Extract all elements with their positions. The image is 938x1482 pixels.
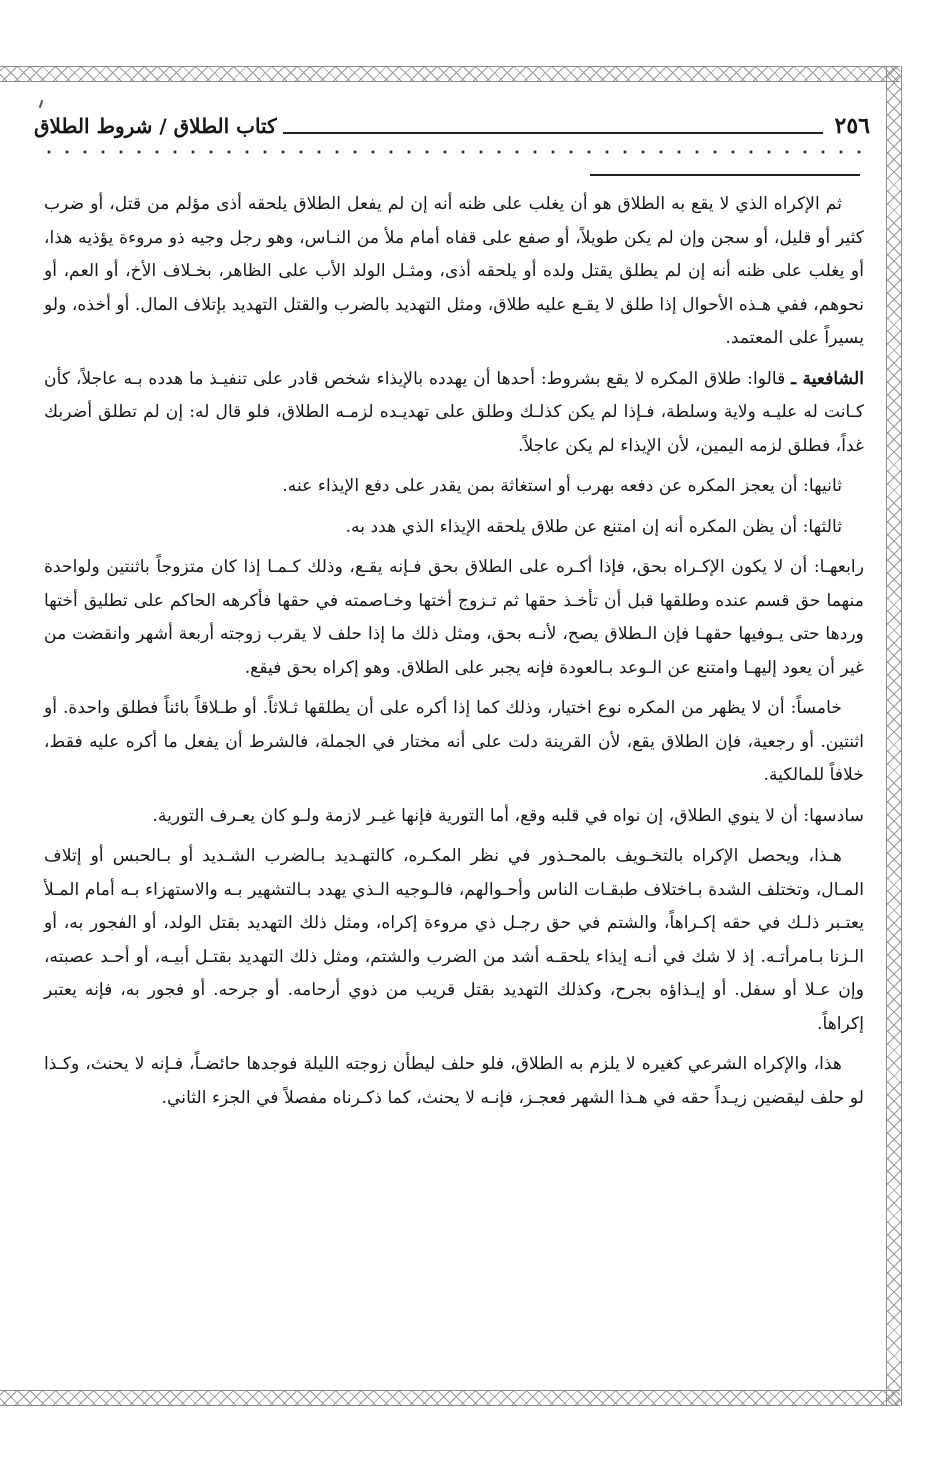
dotted-divider [40,146,864,158]
school-heading: الشافعية ـ [791,368,865,389]
ornamental-border-bottom [0,1390,900,1406]
paragraph [44,188,864,356]
paragraph-text: ثم الإكراه الذي لا يقع به الطلاق هو أن يغلب على ظنه أنه إن لم يفعل الطلاق يلحقه أذى مؤلم من قتل، أو ضرب كثير أو قليل، أو سجن وإن لم يكن طويلاً، أو صفع على قفاه أمام ملأ من النـاس، وهو رجل وجيه ذو مروءة يؤذيه هذا، أو يغلب على ظنه أنه إن لم يطلق يقتل ولده أو يلحقه أذى، ومثـل الولد الأب على الظاهر، بخـلاف الأخ، أو العم، أو نحوهم، ففي هـذه الأحوال إذا طلق لا يقـع عليه طلاق، ومثل التهديد بالضرب والقتل التهديد بإتلاف المال. أو أخذه، ولو يسيراً على المعتمد. [44,194,864,348]
paragraph-text: ثالثها: أن يظن المكره أنه إن امتنع عن طلاق يلحقه الإيذاء الذي هدد به. [345,516,842,537]
page-number: ٢٥٦ [834,113,870,139]
paragraph-text: قالوا: طلاق المكره لا يقع بشروط: أحدها أن يهدده بالإيذاء شخص قادر على تنفيـذ ما هدده بـه عاجلاً، كأن كـانت له عليـه ولاية وسلطة، فـإذا لم يكن كذلـك وطلق على تهديـده لزمـه الطلاق، فلو قال له: إن لم تطلق أضربك غداً، فطلق لزمه اليمين، لأن الإيذاء لم يكن عاجلاً. [44,368,864,456]
paragraph-text: ثانيها: أن يعجز المكره عن دفعه بهرب أو استغاثة بمن يقدر على دفع الإيذاء عنه. [282,476,842,496]
section-rule [590,174,860,176]
running-title: كتاب الطلاق / شروط الطلاق [34,114,277,138]
paragraph-text: هذا، والإكراه الشرعي كغيره لا يلزم به الطلاق، فلو حلف ليطأن زوجته الليلة فوجدها حائضـاً، فـإنه لا يحنث، وكـذا لو حلف ليقضين زيـداً حقه في هـذا الشهر فعجـز، فإنـه لا يحنث، كما ذكـرناه مفصلاً في الجزء الثاني. [44,1054,864,1108]
paragraph [44,840,864,1041]
body-text [44,188,864,1122]
paragraph-text: رابعهـا: أن لا يكون الإكـراه بحق، فإذا أكـره على الطلاق بحق فـإنه يقـع، وذلك كـمـا إذا كان متزوجاً باثنتين ولواحدة منهما حق قسم عنده وطلقها قبل أن تأخـذ حقها ثم تـزوج أختها وخـاصمته في حقها فأكرهه الحاكم على تطليق أختها وردها حتى يـوفيها حقهـا فإن الـطلاق يصح، لأنـه بحق، ومثل ذلك ما إذا حلف لا يقرب زوجته أربعة أشهر وانقضت من غير أن يعود إليهـا وامتنع عن الـوعد بـالعودة فإنه يجبر على الطلاق. وهو إكراه بحق فيقع. [44,557,864,678]
page-header [34,108,870,144]
margin-mark [39,100,44,108]
ornamental-border-top [0,66,900,82]
paragraph [44,470,864,504]
ornamental-border-right [886,66,902,1406]
paragraph [44,363,864,464]
paragraph [44,800,864,834]
paragraph [44,511,864,545]
paragraph [44,551,864,685]
paragraph [44,692,864,793]
paragraph-text: سادسها: أن لا ينوي الطلاق، إن نواه في قلبه وقع، أما التورية فإنها غيـر لازمة ولـو كان يعـرف التورية. [152,805,864,826]
header-rule [283,118,823,134]
paragraph-text: خامساً: أن لا يظهر من المكره نوع اختيار، وذلك كما إذا أكره على أن يطلقها ثـلاثاً. أو طـلاقاً بائناً فطلق واحدة. أو اثنتين. أو رجعية، فإن الطلاق يقع، لأن القرينة دلت على أنه مختار في الجملة، فالشرط أن يفعل ما أكره عليه فقط، خلافاً للمالكية. [44,698,864,785]
paragraph [44,1048,864,1115]
paragraph-text: هـذا، ويحصل الإكراه بالتخـويف بالمحـذور في نظر المكـره، كالتهـديد بـالضرب الشـديد أو بـالحبس أو إتلاف المـال، وتختلف الشدة بـاختلاف طبقـات الناس وأحـوالهم، فالـوجيه الـذي يهدد بـالتشهير بـه والاستهزاء بـه أمام المـلأ يعتـبر ذلـك في حقه إكـراهاً، والشتم في حق رجـل ذي مروءة إكراه، ومثل ذلك التهديد بقتل الولد، أو الفجور به، أو الـزنا بـامرأتـه. إذ لا شك في أنـه إيذاء يلحقـه أشد من الضرب والشتم، ومثل ذلك التهديد بقتـل أبيـه، أو أحـد عصبته، وإن عـلا أو سفل. أو إيـذاؤه بجرح، وكذلك التهديد بقتل قريب من ذوي أرحامه. أو جرحه. أو فجور به، فإنه يعتبر إكراهاً. [44,846,864,1034]
